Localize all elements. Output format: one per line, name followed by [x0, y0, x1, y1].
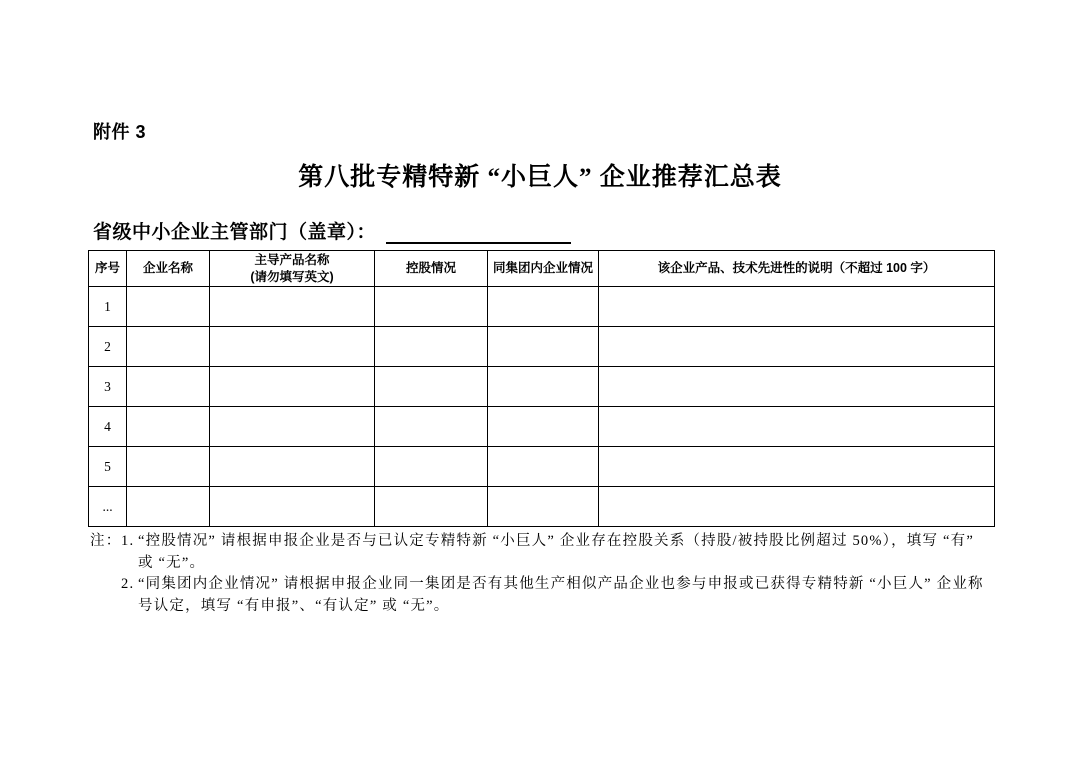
- footnote-1-line2: 或 “无”。: [138, 554, 206, 571]
- cell-holding-status[interactable]: [375, 487, 488, 527]
- table-row: [89, 367, 995, 407]
- table-row: [89, 487, 995, 527]
- footnote-2-line2: 号认定，填写 “有申报”、“有认定” 或 “无”。: [138, 597, 450, 614]
- row-number: 4: [89, 407, 127, 447]
- row-number: 1: [89, 287, 127, 327]
- row-number: 2: [89, 327, 127, 367]
- cell-advancement-description[interactable]: [599, 287, 995, 327]
- cell-group-companies[interactable]: [488, 287, 599, 327]
- table-header-row: [89, 251, 995, 287]
- footnote-1-line1: “控股情况” 请根据申报企业是否与已认定专精特新 “小巨人” 企业存在控股关系（持股/被持股比例超过 50%），填写 “有”: [138, 533, 974, 549]
- cell-holding-status[interactable]: [375, 367, 488, 407]
- cell-company-name[interactable]: [127, 407, 210, 447]
- cell-advancement-description[interactable]: [599, 487, 995, 527]
- table-row: [89, 287, 995, 327]
- cell-company-name[interactable]: [127, 287, 210, 327]
- footnote-2: [121, 574, 996, 617]
- cell-group-companies[interactable]: [488, 447, 599, 487]
- footnote-1-text: [138, 531, 996, 574]
- cell-main-product[interactable]: [210, 327, 375, 367]
- cell-holding-status[interactable]: [375, 447, 488, 487]
- table-row: [89, 327, 995, 367]
- row-number: 5: [89, 447, 127, 487]
- column-header-main-product: [210, 251, 375, 287]
- table-row: [89, 447, 995, 487]
- cell-advancement-description[interactable]: [599, 447, 995, 487]
- seal-line: [93, 217, 571, 244]
- cell-company-name[interactable]: [127, 327, 210, 367]
- cell-holding-status[interactable]: [375, 327, 488, 367]
- page-title: 第八批专精特新 “小巨人” 企业推荐汇总表: [298, 164, 782, 191]
- footnote-1-number: 1.: [121, 533, 135, 549]
- seal-line-label: 省级中小企业主管部门（盖章）：: [93, 222, 377, 243]
- cell-group-companies[interactable]: [488, 367, 599, 407]
- cell-advancement-description[interactable]: [599, 327, 995, 367]
- cell-group-companies[interactable]: [488, 407, 599, 447]
- row-number: 3: [89, 367, 127, 407]
- column-header-advancement-description: 该企业产品、技术先进性的说明（不超过 100 字）: [599, 251, 995, 287]
- footnotes: [90, 531, 996, 617]
- cell-company-name[interactable]: [127, 367, 210, 407]
- cell-company-name[interactable]: [127, 487, 210, 527]
- summary-table: [88, 250, 995, 527]
- attachment-label: 附件 3: [93, 122, 147, 142]
- cell-main-product[interactable]: [210, 287, 375, 327]
- cell-group-companies[interactable]: [488, 327, 599, 367]
- cell-main-product[interactable]: [210, 367, 375, 407]
- row-number: ...: [89, 487, 127, 527]
- footnote-prefix: 注：: [90, 533, 122, 549]
- column-header-holding-status: 控股情况: [375, 251, 488, 287]
- table-row: [89, 407, 995, 447]
- column-header-company-name: 企业名称: [127, 251, 210, 287]
- footnote-items: [121, 531, 996, 617]
- column-header-group-companies: 同集团内企业情况: [488, 251, 599, 287]
- column-header-main-product-line2: (请勿填写英文): [250, 269, 334, 284]
- column-header-index: 序号: [89, 251, 127, 287]
- cell-holding-status[interactable]: [375, 407, 488, 447]
- cell-advancement-description[interactable]: [599, 367, 995, 407]
- cell-advancement-description[interactable]: [599, 407, 995, 447]
- cell-company-name[interactable]: [127, 447, 210, 487]
- footnote-2-line1: “同集团内企业情况” 请根据申报企业同一集团是否有其他生产相似产品企业也参与申报或已获得专精特新 “小巨人” 企业称: [138, 576, 984, 592]
- cell-main-product[interactable]: [210, 487, 375, 527]
- cell-main-product[interactable]: [210, 447, 375, 487]
- cell-holding-status[interactable]: [375, 287, 488, 327]
- footnote-2-text: [138, 574, 996, 617]
- footnote-1: [121, 531, 996, 574]
- footnote-2-number: 2.: [121, 576, 135, 592]
- cell-group-companies[interactable]: [488, 487, 599, 527]
- cell-main-product[interactable]: [210, 407, 375, 447]
- seal-blank-line[interactable]: [386, 222, 571, 244]
- column-header-main-product-line1: 主导产品名称: [254, 253, 330, 268]
